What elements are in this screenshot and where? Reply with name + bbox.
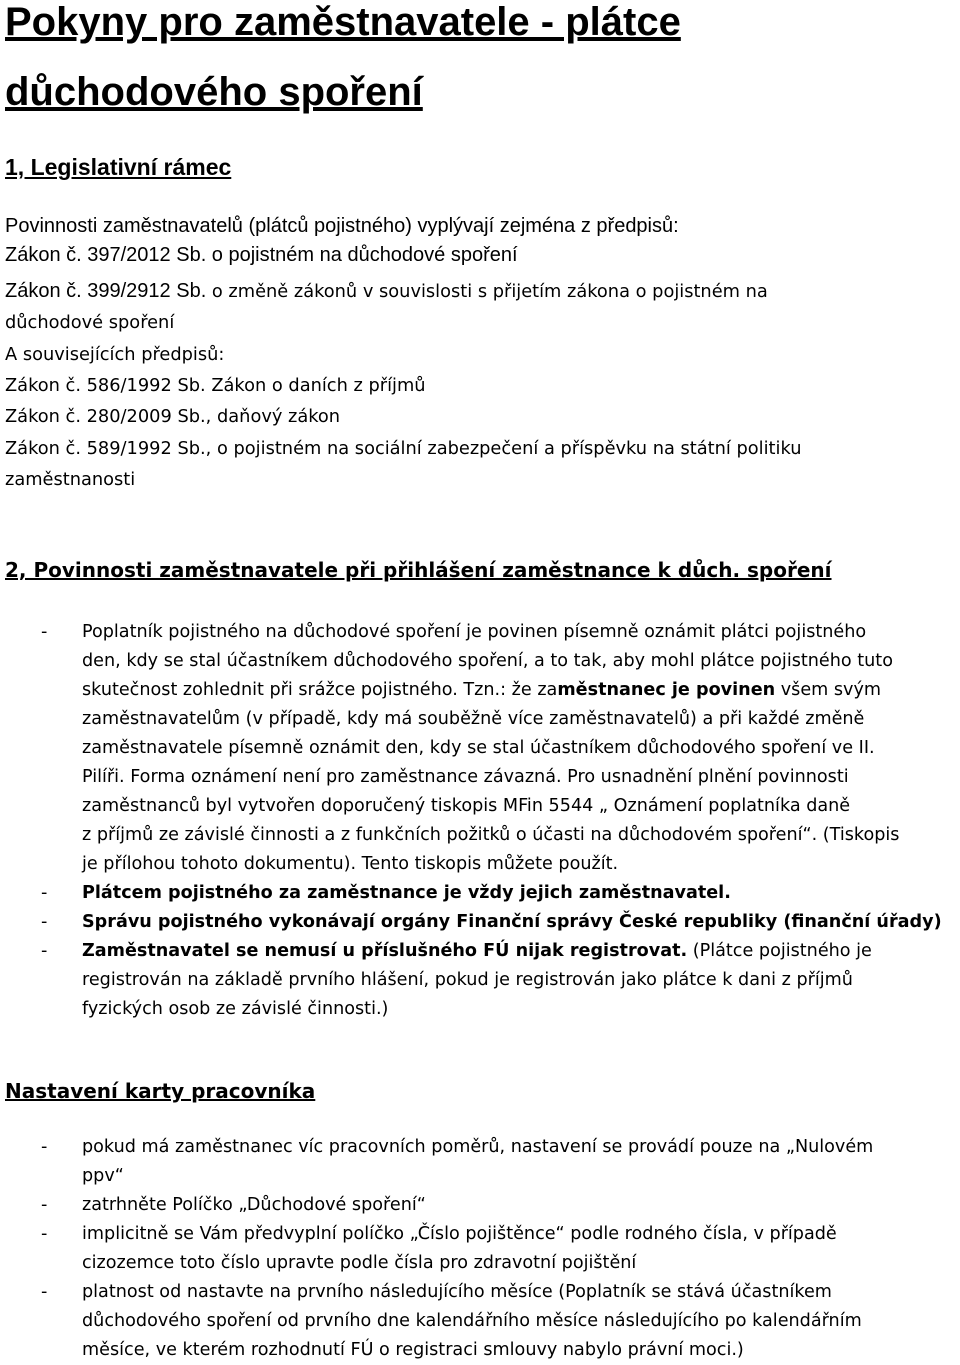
- related-regulations: A souvisejících předpisů:: [5, 344, 225, 365]
- section-3-heading: Nastavení karty pracovníka: [5, 1079, 316, 1103]
- law-280-2009: Zákon č. 280/2009 Sb., daňový zákon: [5, 406, 341, 427]
- law-399-2912: [5, 277, 768, 306]
- law-397-2012: Zákon č. 397/2012 Sb. o pojistném na důchodové spoření: [5, 244, 518, 266]
- document-title-line-1: Pokyny pro zaměstnavatele - plátce: [5, 0, 681, 44]
- list-item: - Poplatník pojistného na důchodové spoření je povinen písemně oznámit plátci pojistného: [41, 622, 867, 642]
- section-2-list: - Poplatník pojistného na důchodové spoření je povinen písemně oznámit plátci pojistného den, kdy se stal účastníkem důchodového spoření, a to tak, aby mohl plátce pojistného tuto skutečnost zohlednit při srážce pojistného. Tzn.: že zaměstnanec je povinen všem svým zaměstnavatelům (v případě, kdy má souběžně více zaměstnavatelů) a při každé změně zaměstnavatele písemně oznámit den, kdy se stal účastníkem důchodového spoření ve II. Pilíři. Forma oznámení není pro zaměstnance závazná. Pro usnadnění plnění povinnosti zaměstnanců byl vytvořen doporučený tiskopis MFin 5544 „ Oznámení poplatníka daně z příjmů ze závislé činnosti a z funkčních požitků o účasti na důchodovém spoření“. (Tiskopis je přílohou tohoto dokumentu). Tento tiskopis můžete použít. - Plátcem pojistného za zaměstnance je vždy jejich zaměstnavatel. - Správu pojistného vykonávají orgány Finanční správy České republiky (finanční úřady) - Zaměstnavatel se nemusí u příslušného FÚ nijak registrovat. (Plátce pojistného je registrován na základě prvního hlášení, pokud je registrován jako plátce k dani z příjmů fyzických osob ze závislé činnosti.): [5, 618, 960, 1024]
- list-item: - pokud má zaměstnanec víc pracovních poměrů, nastavení se provádí pouze na „Nulovém: [41, 1137, 874, 1157]
- law-586-1992: Zákon č. 586/1992 Sb. Zákon o daních z příjmů: [5, 375, 426, 396]
- law-399-2912-cont: důchodové spoření: [5, 312, 175, 333]
- law-589-1992: Zákon č. 589/1992 Sb., o pojistném na sociální zabezpečení a příspěvku na státní politiku: [5, 438, 802, 459]
- section-2-heading: 2, Povinnosti zaměstnavatele při přihlášení zaměstnance k důch. spoření: [5, 558, 832, 582]
- section-3-list: - pokud má zaměstnanec víc pracovních poměrů, nastavení se provádí pouze na „Nulovém ppv“ - zatrhněte Políčko „Důchodové spoření“ - implicitně se Vám předvyplní políčko „Číslo pojištěnce“ podle rodného čísla, v případě cizozemce toto číslo upravte podle čísla pro zdravotní pojištění - platnost od nastavte na prvního následujícího měsíce (Poplatník se stává účastníkem důchodového spoření od prvního dne kalendářního měsíce následujícího po kalendářním měsíce, ve kterém rozhodnutí FÚ o registraci smlouvy nabylo právní moci.): [5, 1133, 960, 1365]
- list-item: - Zaměstnavatel se nemusí u příslušného FÚ nijak registrovat. (Plátce pojistného je: [41, 941, 872, 961]
- document-title-line-2: důchodového spoření: [5, 70, 423, 114]
- section-1-heading: 1, Legislativní rámec: [5, 154, 232, 180]
- list-item: - platnost od nastavte na prvního následujícího měsíce (Poplatník se stává účastníkem: [41, 1282, 832, 1302]
- list-item: - Správu pojistného vykonávají orgány Finanční správy České republiky (finanční úřady): [41, 912, 942, 932]
- law-589-1992-cont: zaměstnanosti: [5, 469, 136, 490]
- law-399-2912-text: o změně zákonů v souvislosti s přijetím zákona o pojistném na: [206, 281, 768, 302]
- list-item: - zatrhněte Políčko „Důchodové spoření“: [41, 1195, 426, 1215]
- section-1-intro: Povinnosti zaměstnavatelů (plátců pojistného) vyplývají zejména z předpisů:: [5, 215, 679, 237]
- law-399-2912-number: Zákon č. 399/2912 Sb.: [5, 280, 207, 302]
- list-item: - Plátcem pojistného za zaměstnance je vždy jejich zaměstnavatel.: [41, 883, 731, 903]
- list-item: - implicitně se Vám předvyplní políčko „Číslo pojištěnce“ podle rodného čísla, v případě: [41, 1224, 837, 1244]
